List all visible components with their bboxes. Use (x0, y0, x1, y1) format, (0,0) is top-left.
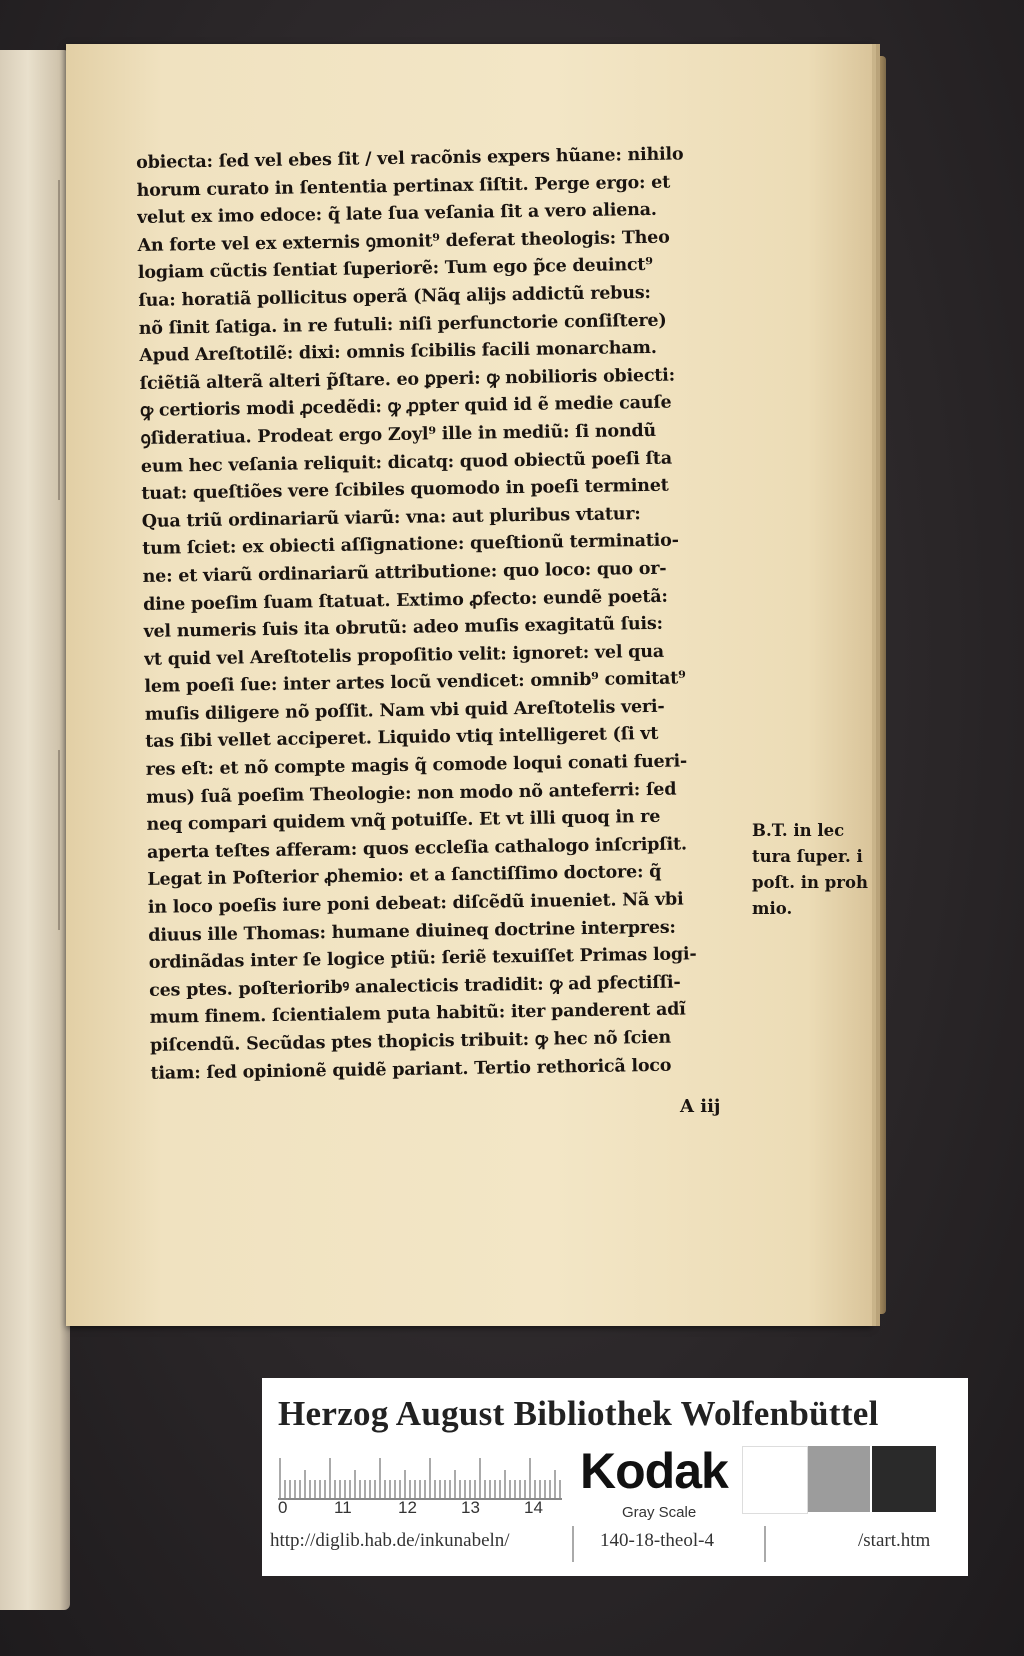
facing-page-rule (58, 750, 60, 930)
url-prefix: http://diglib.hab.de/inkunabeln/ (270, 1530, 510, 1551)
text-line: An forte vel ex externis ꝯmonit⁹ deferat theologis: Theo (137, 227, 670, 256)
ruler (278, 1454, 562, 1500)
margin-note-line: tura ſuper. i (752, 847, 863, 866)
text-line: logiam cũctis ſentiat ſuperiorẽ: Tum ego p̃ce deuinct⁹ (137, 255, 653, 284)
ruler-label: 0 (278, 1498, 288, 1517)
text-line: ꝙ certioris modi ꝓcedẽdi: ꝙ ꝓpter quid id ẽ medie cauſe (139, 392, 672, 422)
text-line: velut ex imo edoce: q̃ late ſua veſania ſit a vero aliena. (136, 200, 657, 229)
shelfmark: 140-18-theol-4 (600, 1530, 714, 1551)
text-line: ꝯſideratiua. Prodeat ergo Zoyl⁹ ille in mediũ: ſi nondũ (140, 420, 657, 449)
text-line: eum hec veſania reliquit: dicatq: quod obiectũ poeſi ſta (140, 448, 673, 477)
ruler-label: 14 (524, 1498, 543, 1517)
text-line: aperta teſtes afferam: quos eccleſia cathalogo inſcripſit. (146, 834, 687, 863)
text-line: mum finem. ſcientialem puta habitũ: iter panderent adĩ (149, 999, 686, 1029)
margin-note-line: B.T. in lec (752, 821, 845, 840)
facing-page-edge (0, 50, 70, 1610)
main-text-block (136, 141, 751, 1088)
marginal-note (752, 818, 882, 922)
ruler-label: 11 (334, 1498, 352, 1517)
text-line: tiam: ſed opinionẽ quidẽ pariant. Tertio rethoricã loco (150, 1055, 672, 1084)
text-line: ces ptes. poſterioribꝰ analecticis tradidit: ꝙ ad pfectiſſi- (149, 972, 681, 1001)
signature-mark: A iij (680, 1096, 721, 1117)
text-line: tuat: queſtiões vere ſcibiles quomodo in poeſi terminet (141, 475, 669, 505)
ruler-labels (278, 1498, 568, 1520)
text-line: res eſt: et nõ compte magis q̃ comode loqui conati fueri- (145, 751, 688, 780)
text-line: nõ ſinit ſatiga. in re futuli: niſi perfunctorie conſiſtere) (138, 310, 667, 339)
margin-note-line: mio. (752, 899, 793, 918)
library-name: Herzog August Bibliothek Wolfenbüttel (278, 1394, 879, 1433)
text-line: Legat in Poſterior ꝓhemio: et a ſanctiſſimo doctore: q̃ (147, 862, 662, 891)
text-line: Apud Areſtotilẽ: dixi: omnis ſcibilis facili monarcham. (139, 338, 657, 367)
text-line: mus) ſuã poeſim Theologie: non modo nõ anteferri: ſed (146, 779, 677, 808)
text-line: tas ſibi vellet acciperet. Liquido vtiq intelligeret (ſi vt (145, 724, 659, 753)
text-line: muſis diligere nõ poſſit. Nam vbi quid Areſtotelis veri- (144, 696, 665, 725)
url-suffix: /start.htm (858, 1530, 931, 1551)
text-line: lem poeſi ſue: inter artes locũ vendicet: omnib⁹ comitat⁹ (144, 668, 686, 698)
text-line: diuus ille Thomas: humane diuineq doctrine interpres: (148, 917, 676, 946)
ruler-label: 13 (461, 1498, 480, 1517)
gray-scale-label: Gray Scale (622, 1504, 697, 1521)
ruler-ticks (278, 1454, 562, 1498)
kodak-brand: Kodak (580, 1443, 728, 1499)
text-line: horum curato in ſententia pertinax ſiſtit. Perge ergo: et (136, 172, 671, 201)
text-line: ne: et viarũ ordinariarũ attributione: quo loco: quo or- (142, 558, 667, 587)
white-swatch (742, 1446, 808, 1514)
text-line: Qua triũ ordinariarũ viarũ: vna: aut pluribus vtatur: (141, 503, 641, 532)
margin-note-line: poſt. in proh (752, 873, 868, 892)
text-line: obiecta: ſed vel ebes ſit / vel racõnis expers hũane: nihilo (136, 144, 684, 173)
text-line: tum ſciet: ex obiecti aſſignatione: queſtionũ terminatio- (142, 530, 679, 560)
text-line: vel numeris ſuis ita obrutũ: adeo muſis exagitatũ ſuis: (143, 613, 664, 643)
url-divider (572, 1526, 574, 1562)
text-line: in loco poeſis iure poni debeat: diſcẽdũ inueniet. Nã vbi (147, 889, 684, 918)
color-target-card (262, 1378, 968, 1576)
text-line: vt quid vel Areſtotelis propoſitio velit: ignoret: vel qua (143, 641, 665, 670)
text-line: piſcendũ. Secũdas ptes thopicis tribuit: ꝙ hec nõ ſcien (149, 1027, 672, 1056)
facing-page-rule (58, 180, 60, 500)
text-line: ſciẽtiã alterã alteri p̃ſtare. eo ꝑperi: ꝙ nobilioris obiecti: (139, 365, 676, 394)
url-divider (764, 1526, 766, 1562)
text-line: neq compari quidem vnq̃ potuiſſe. Et vt illi quoq in re (146, 807, 661, 836)
text-line: ſua: horatiã pollicitus operã (Nãq alijs addictũ rebus: (138, 282, 651, 311)
ruler-label: 12 (398, 1498, 417, 1517)
black-swatch (872, 1446, 936, 1512)
gray-swatch (808, 1446, 870, 1512)
text-line: ordinãdas inter ſe logice ptiũ: ſeriẽ texuiſſet Primas logi- (148, 944, 697, 974)
text-line: dine poeſim ſuam ſtatuat. Extimo ꝓfecto: eundẽ poetã: (142, 586, 668, 615)
